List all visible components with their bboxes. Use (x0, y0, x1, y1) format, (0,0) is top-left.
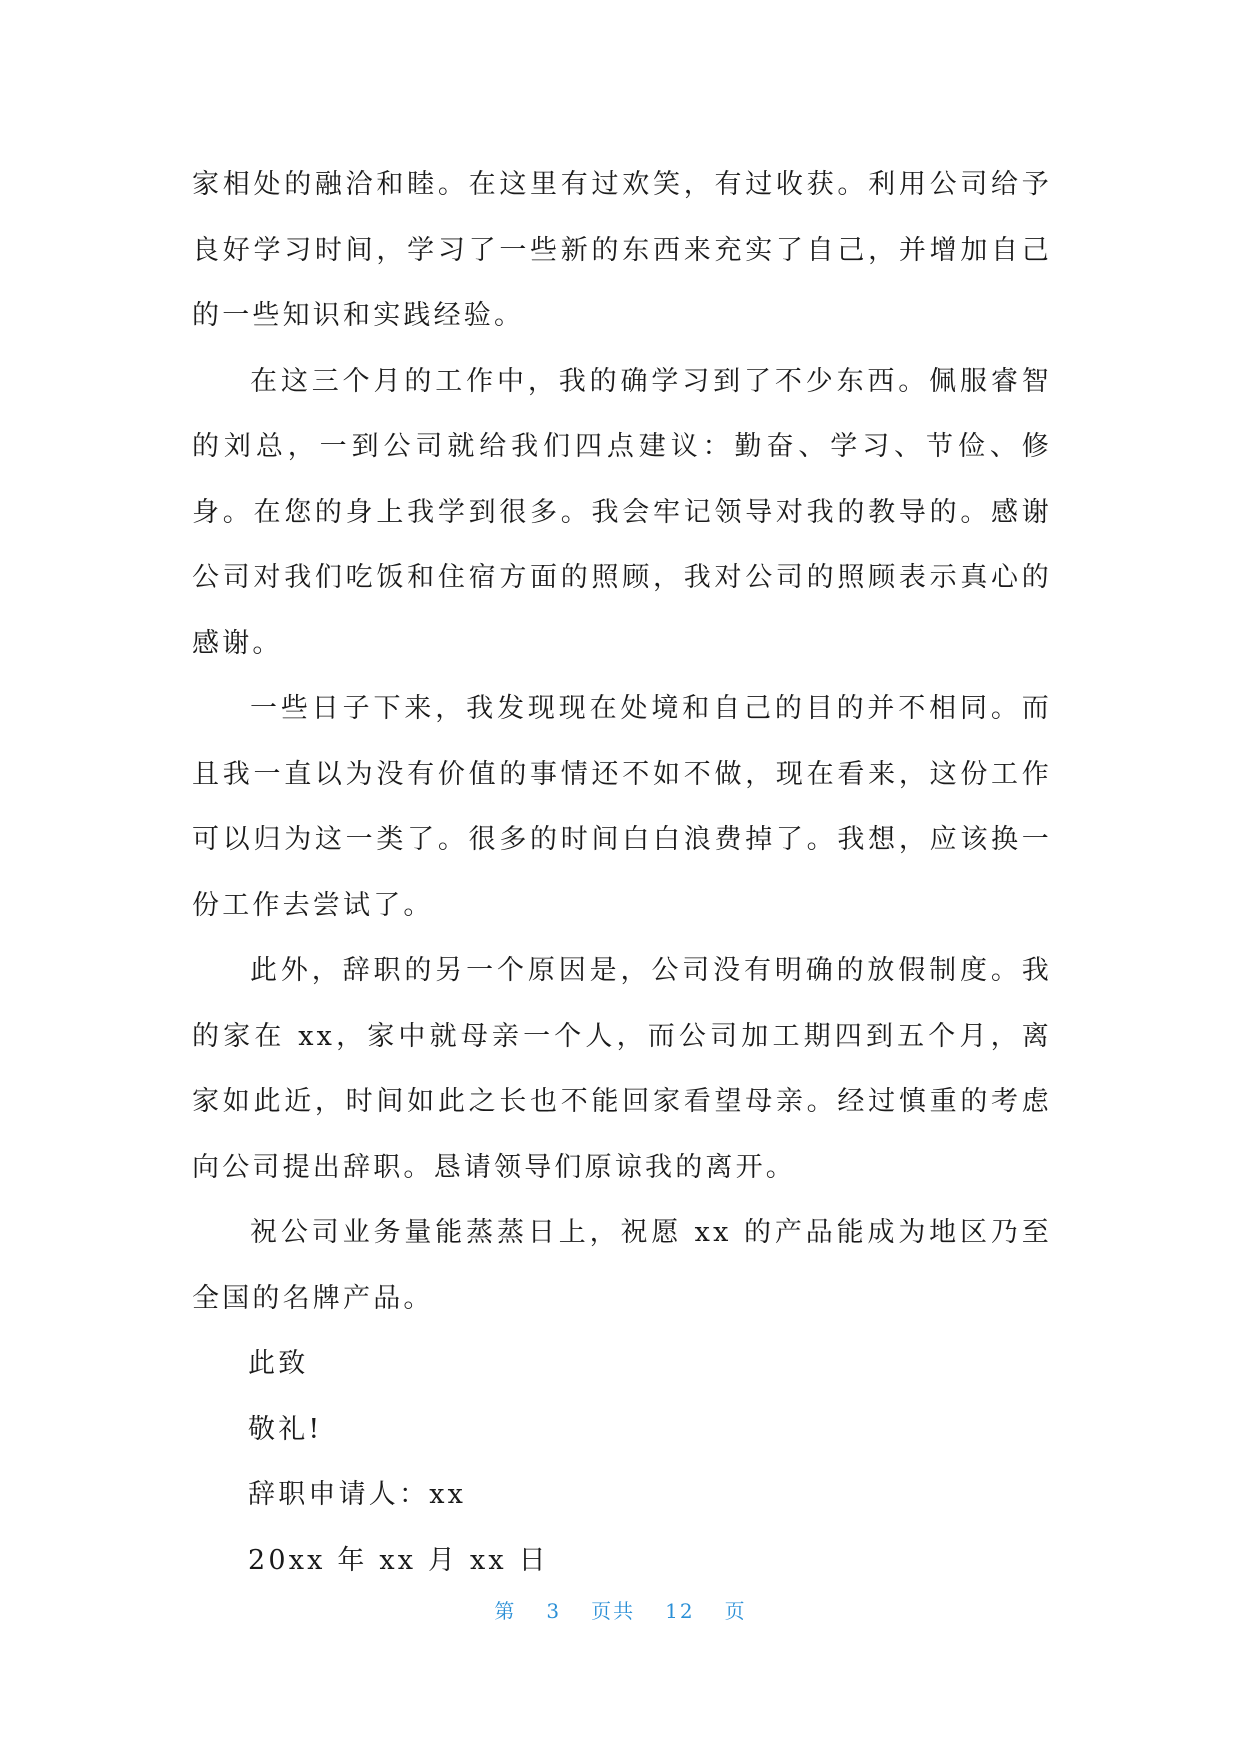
footer-prefix: 第 (494, 1599, 517, 1623)
paragraph-3: 一些日子下来，我发现现在处境和自己的目的并不相同。而且我一直以为没有价值的事情还不如不做，现在看来，这份工作可以归为这一类了。很多的时间白白浪费掉了。我想，应该换一份工作去尝试了。 (192, 693, 1052, 921)
date-line: 20xx 年 xx 月 xx 日 (248, 1544, 549, 1576)
paragraph-5: 祝公司业务量能蒸蒸日上，祝愿 xx 的产品能成为地区乃至全国的名牌产品。 (192, 1217, 1052, 1314)
footer-middle: 页共 (591, 1599, 636, 1623)
footer-suffix: 页 (724, 1599, 747, 1623)
closing-regards: 敬礼! (248, 1413, 323, 1445)
closing-salutation: 此致 (248, 1348, 309, 1379)
page-footer (0, 1595, 1241, 1624)
footer-current-page: 3 (546, 1599, 562, 1623)
paragraph-4: 此外，辞职的另一个原因是，公司没有明确的放假制度。我的家在 xx，家中就母亲一个人，而公司加工期四到五个月，离家如此近，时间如此之长也不能回家看望母亲。经过慎重的考虑向公司提出辞职。恳请领导们原谅我的离开。 (192, 955, 1052, 1183)
signature-line: 辞职申请人：xx (248, 1479, 467, 1510)
footer-total-pages: 12 (665, 1599, 695, 1623)
paragraph-2: 在这三个月的工作中，我的确学习到了不少东西。佩服睿智的刘总，一到公司就给我们四点建议：勤奋、学习、节俭、修身。在您的身上我学到很多。我会牢记领导对我的教导的。感谢公司对我们吃饭和住宿方面的照顾，我对公司的照顾表示真心的感谢。 (192, 365, 1052, 659)
letter-body (192, 152, 1052, 1593)
paragraph-1: 家相处的融洽和睦。在这里有过欢笑，有过收获。利用公司给予良好学习时间，学习了一些新的东西来充实了自己，并增加自己的一些知识和实践经验。 (192, 169, 1052, 331)
